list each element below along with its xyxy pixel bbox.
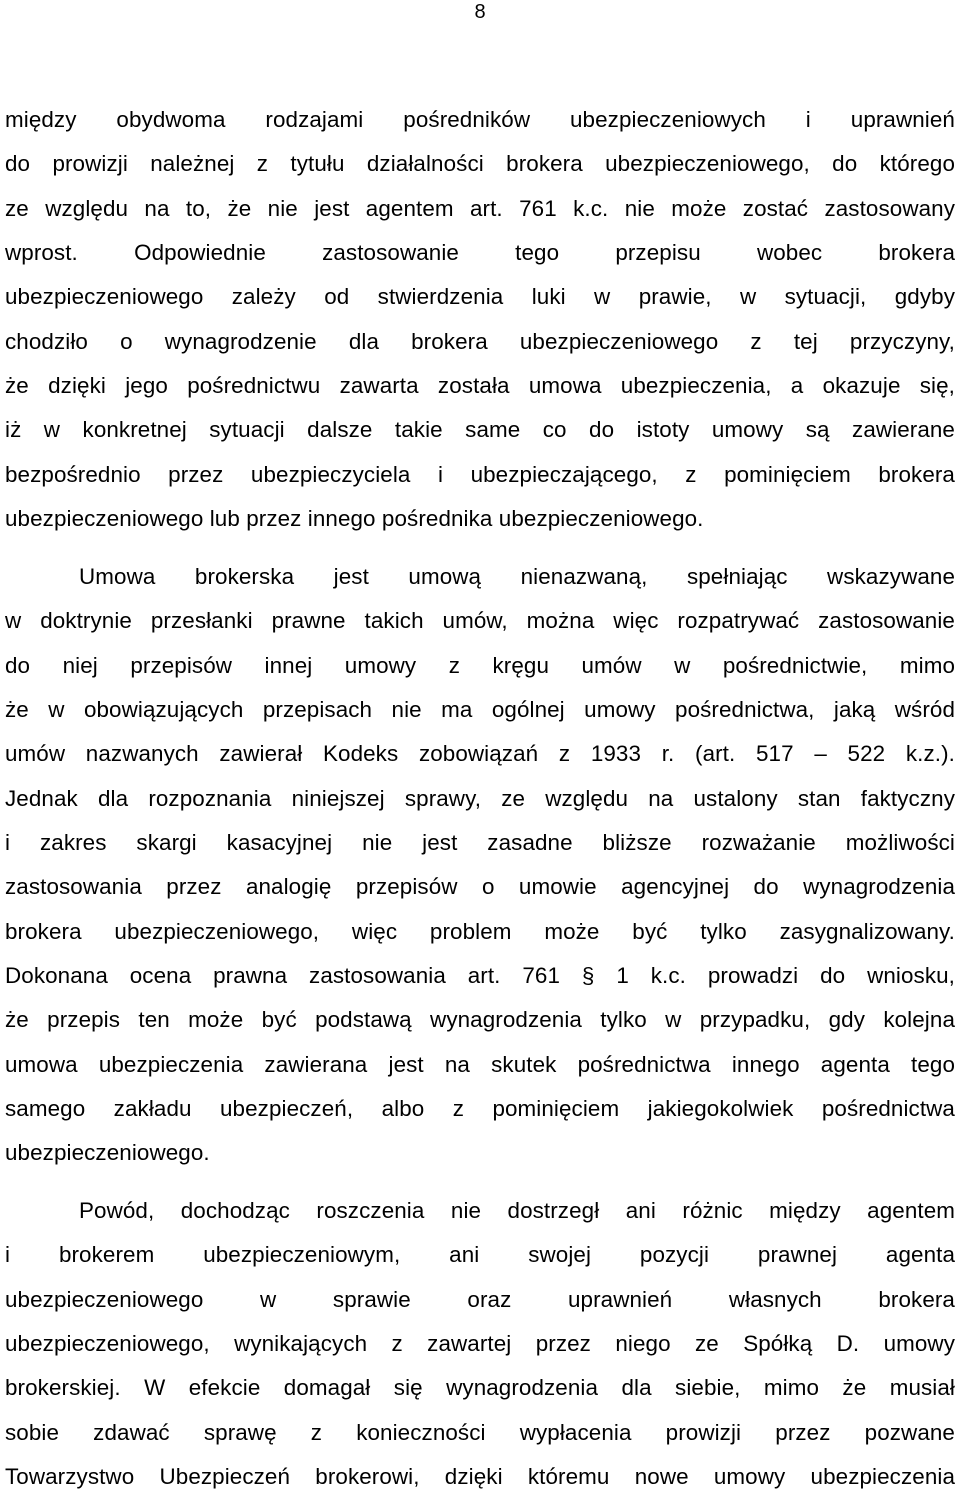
text-line: sobie zdawać sprawę z konieczności wypłacenia prowizji przez pozwane <box>5 1419 955 1445</box>
text-line: wprost. Odpowiednie zastosowanie tego przepisu wobec brokera <box>5 240 955 266</box>
text-line: i zakres skargi kasacyjnej nie jest zasadne bliższe rozważanie możliwości <box>5 830 955 856</box>
text-line: że dzięki jego pośrednictwu zawarta została umowa ubezpieczenia, a okazuje się, <box>5 373 955 399</box>
text-line: i brokerem ubezpieczeniowym, ani swojej pozycji prawnej agenta <box>5 1242 955 1268</box>
text-line: bezpośrednio przez ubezpieczyciela i ubezpieczającego, z pominięciem brokera <box>5 461 955 487</box>
paragraph-3 <box>5 1189 955 1499</box>
text-line: że w obowiązujących przepisach nie ma ogólnej umowy pośrednictwa, jaką wśród <box>5 697 955 723</box>
text-line: ubezpieczeniowego w sprawie oraz uprawnień własnych brokera <box>5 1286 955 1312</box>
text-line: brokerskiej. W efekcie domagał się wynagrodzenia dla siebie, mimo że musiał <box>5 1375 955 1401</box>
document-body-2 <box>5 555 955 1176</box>
text-line: w doktrynie przesłanki prawne takich umów, można więc rozpatrywać zastosowanie <box>5 608 955 634</box>
text-line: Umowa brokerska jest umową nienazwaną, spełniając wskazywane <box>79 564 955 589</box>
text-line: że przepis ten może być podstawą wynagrodzenia tylko w przypadku, gdy kolejna <box>5 1007 955 1033</box>
text-line: ubezpieczeniowego lub przez innego pośrednika ubezpieczeniowego. <box>5 506 704 532</box>
paragraph-1 <box>5 98 955 541</box>
text-line: Jednak dla rozpoznania niniejszej sprawy, ze względu na ustalony stan faktyczny <box>5 785 955 811</box>
text-line: ze względu na to, że nie jest agentem art. 761 k.c. nie może zostać zastosowany <box>5 195 955 221</box>
text-line: brokera ubezpieczeniowego, więc problem może być tylko zasygnalizowany. <box>5 918 955 944</box>
text-line: do niej przepisów innej umowy z kręgu umów w pośrednictwie, mimo <box>5 652 955 678</box>
text-line: ubezpieczeniowego, wynikających z zawartej przez niego ze Spółką D. umowy <box>5 1331 955 1357</box>
paragraph-2 <box>5 555 955 1176</box>
text-line: między obydwoma rodzajami pośredników ubezpieczeniowych i uprawnień <box>5 107 955 132</box>
text-line: umowa ubezpieczenia zawierana jest na skutek pośrednictwa innego agenta tego <box>5 1051 955 1077</box>
text-line: ubezpieczeniowego zależy od stwierdzenia luki w prawie, w sytuacji, gdyby <box>5 284 955 310</box>
document-body-3 <box>5 1189 955 1499</box>
text-line: do prowizji należnej z tytułu działalności brokera ubezpieczeniowego, do którego <box>5 151 955 177</box>
text-line: samego zakładu ubezpieczeń, albo z pominięciem jakiegokolwiek pośrednictwa <box>5 1096 955 1122</box>
text-line: Dokonana ocena prawna zastosowania art. 761 § 1 k.c. prowadzi do wniosku, <box>5 963 955 989</box>
text-line: ubezpieczeniowego. <box>5 1140 210 1166</box>
page-number: 8 <box>474 1 486 23</box>
text-line: zastosowania przez analogię przepisów o umowie agencyjnej do wynagrodzenia <box>5 874 955 900</box>
text-line: chodziło o wynagrodzenie dla brokera ubezpieczeniowego z tej przyczyny, <box>5 328 955 354</box>
text-line: iż w konkretnej sytuacji dalsze takie same co do istoty umowy są zawierane <box>5 417 955 443</box>
text-line: Towarzystwo Ubezpieczeń brokerowi, dzięki któremu nowe umowy ubezpieczenia <box>5 1464 955 1490</box>
document-body <box>5 98 955 541</box>
text-line: umów nazwanych zawierał Kodeks zobowiązań z 1933 r. (art. 517 – 522 k.z.). <box>5 741 955 767</box>
text-line: Powód, dochodząc roszczenia nie dostrzegł ani różnic między agentem <box>79 1198 955 1223</box>
